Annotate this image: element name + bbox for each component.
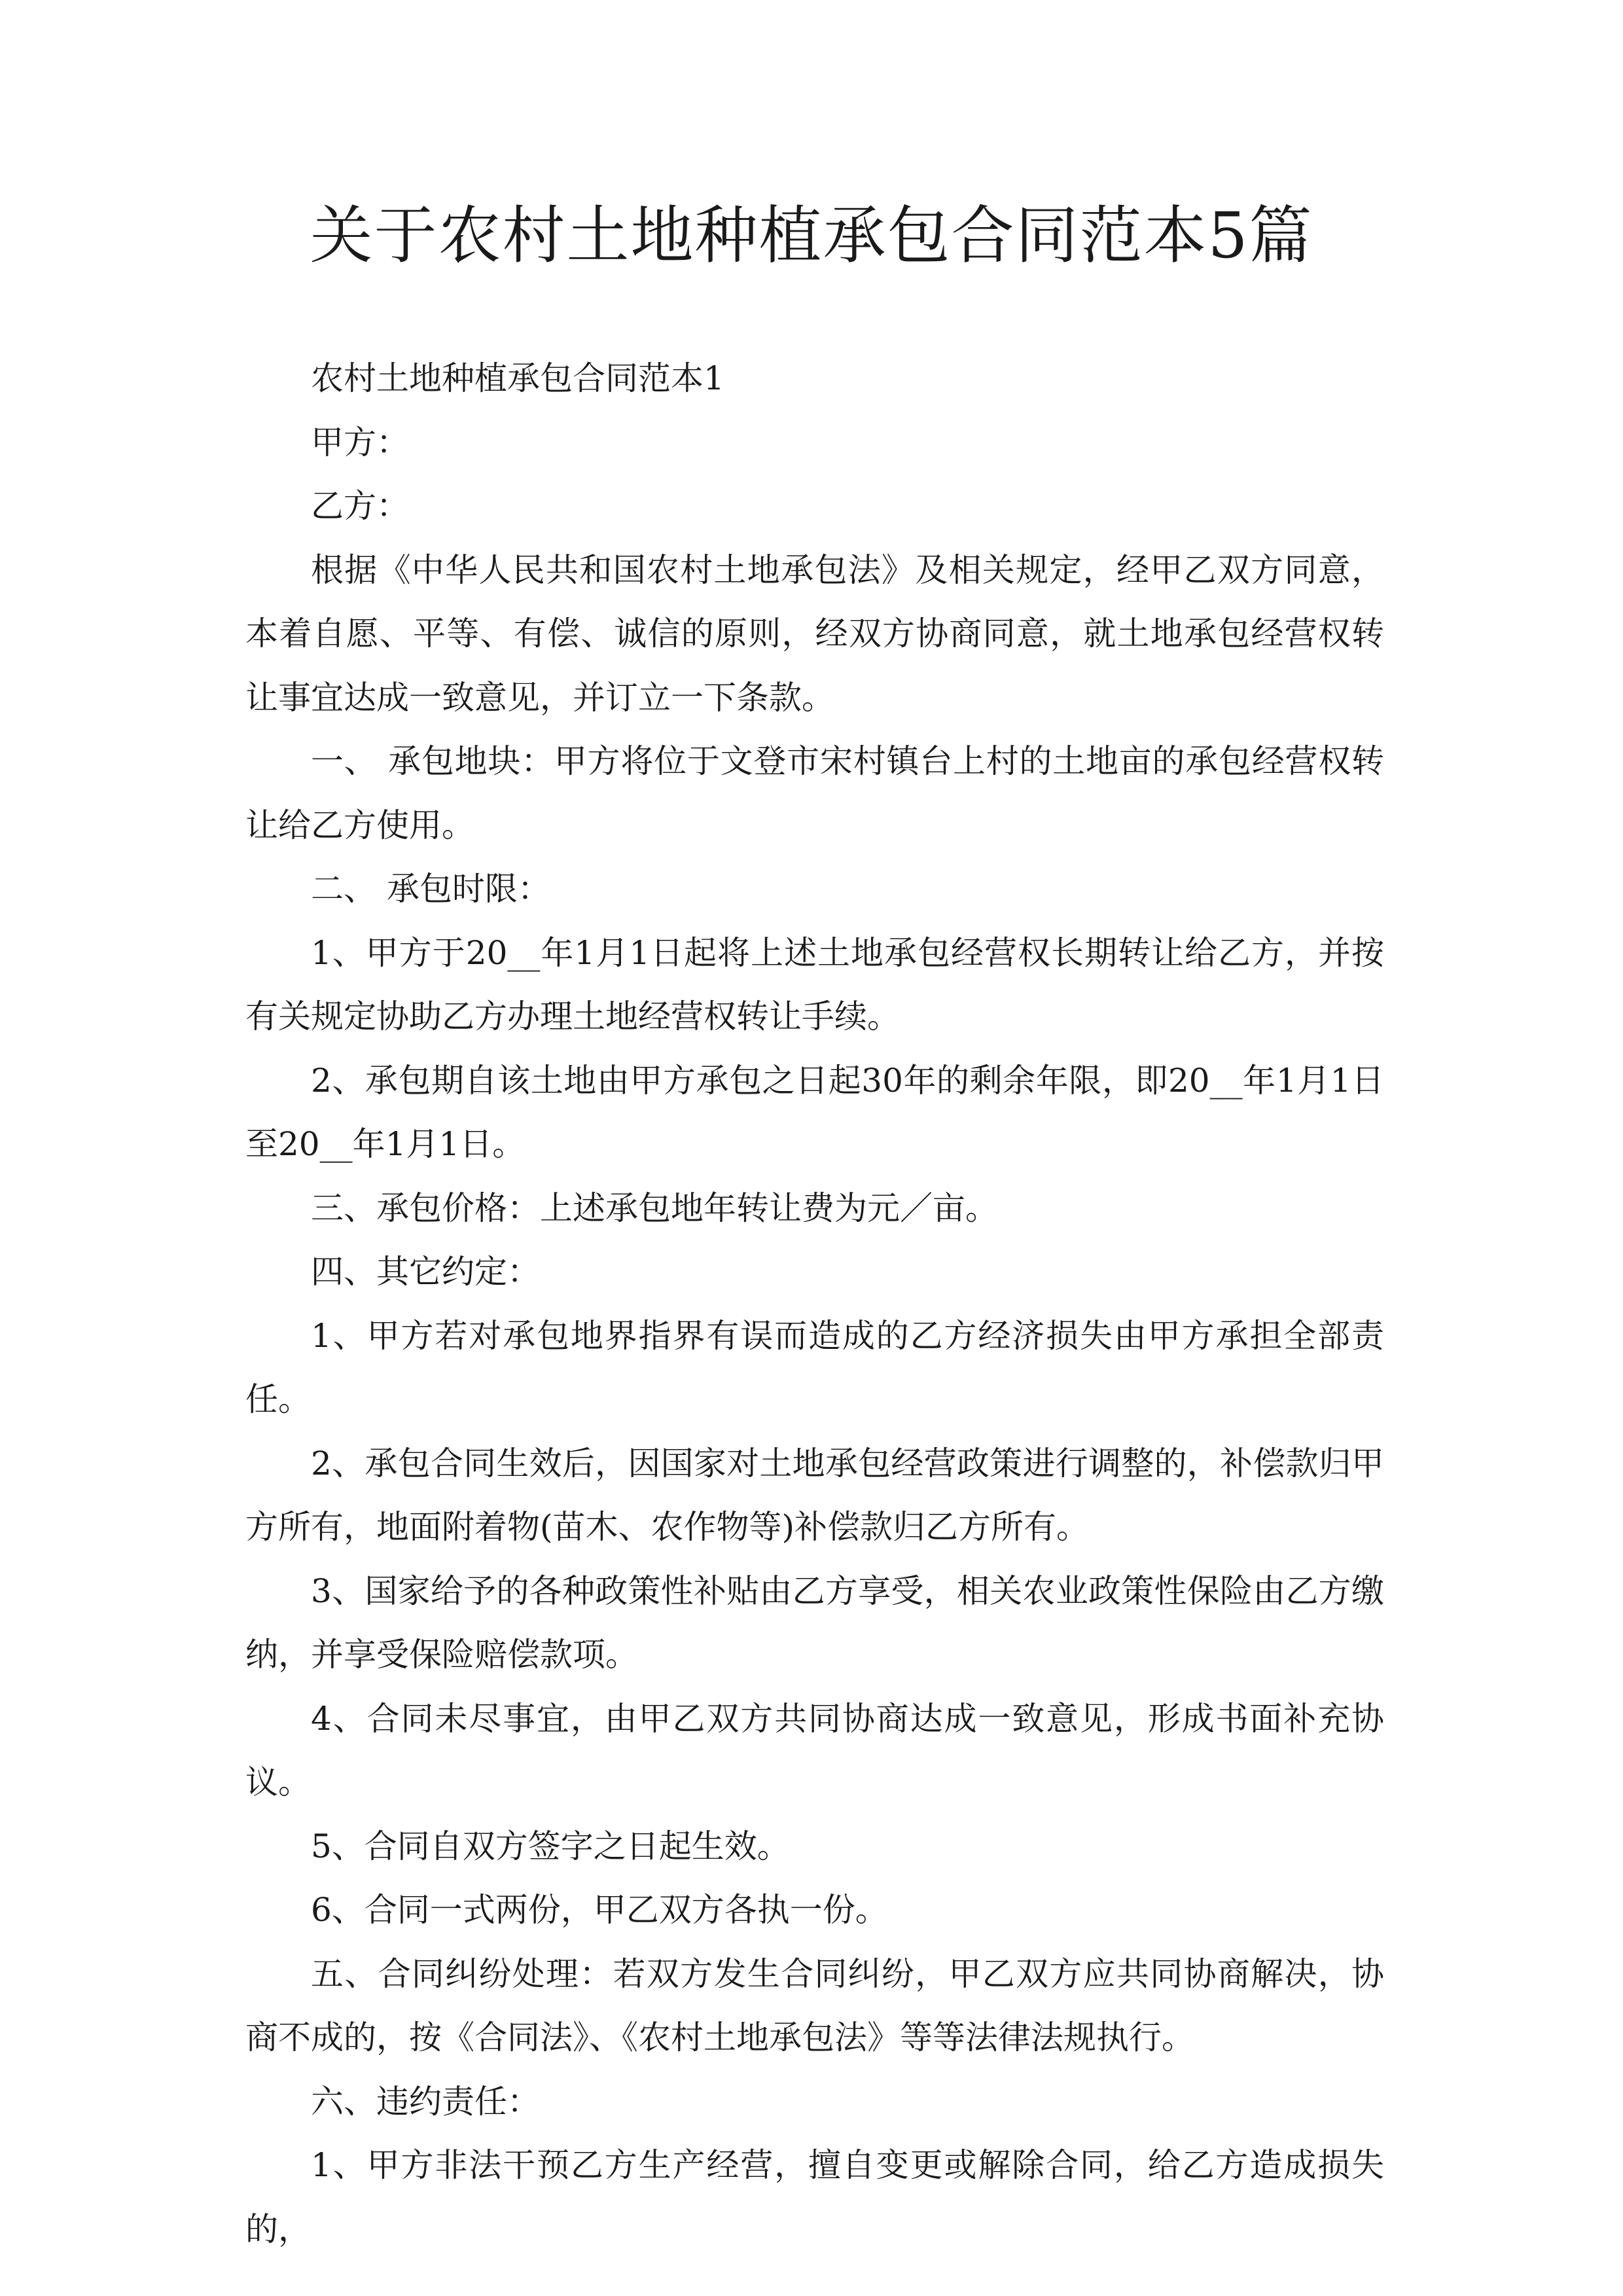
paragraph: 5、合同自双方签字之日起生效。 — [311, 1827, 790, 1865]
paragraph: 根据《中华人民共和国农村土地承包法》及相关规定，经甲乙双方同意，本着自愿、平等、有偿、诚信的原则，经双方协商同意，就土地承包经营权转让事宜达成一致意见，并订立一下条款。 — [245, 550, 1384, 717]
paragraph: 1、甲方若对承包地界指界有误而造成的乙方经济损失由甲方承担全部责任。 — [245, 1316, 1384, 1418]
paragraph: 4、合同未尽事宜，由甲乙双方共同协商达成一致意见，形成书面补充协议。 — [245, 1699, 1384, 1801]
paragraph: 二、 承包时限： — [311, 870, 550, 908]
paragraph: 2、承包期自该土地由甲方承包之日起30年的剩余年限，即20__年1月1日至20__年1月1日。 — [245, 1061, 1384, 1163]
paragraph: 农村土地种植承包合同范本1 — [311, 359, 724, 397]
paragraph: 2、承包合同生效后，因国家对土地承包经营政策进行调整的，补偿款归甲方所有，地面附着物(苗木、农作物等)补偿款归乙方所有。 — [245, 1444, 1384, 1546]
paragraph: 甲方： — [311, 423, 409, 461]
paragraph: 一、 承包地块：甲方将位于文登市宋村镇台上村的土地亩的承包经营权转让给乙方使用。 — [245, 742, 1384, 844]
paragraph: 三、承包价格：上述承包地年转让费为元／亩。 — [311, 1189, 998, 1227]
paragraph: 六、违约责任： — [311, 2082, 540, 2121]
document-body — [245, 347, 1384, 2261]
paragraph: 1、甲方于20__年1月1日起将上述土地承包经营权长期转让给乙方，并按有关规定协助乙方办理土地经营权转让手续。 — [245, 933, 1384, 1035]
paragraph: 四、其它约定： — [311, 1253, 540, 1291]
paragraph: 3、国家给予的各种政策性补贴由乙方享受，相关农业政策性保险由乙方缴纳，并享受保险赔偿款项。 — [245, 1571, 1384, 1674]
paragraph: 1、甲方非法干预乙方生产经营，擅自变更或解除合同，给乙方造成损失的， — [245, 2146, 1384, 2248]
paragraph: 6、合同一式两份，甲乙双方各执一份。 — [311, 1891, 888, 1929]
document-title: 关于农村土地种植承包合同范本5篇 — [310, 199, 1313, 272]
paragraph: 乙方： — [311, 487, 409, 525]
paragraph: 五、合同纠纷处理：若双方发生合同纠纷，甲乙双方应共同协商解决，协商不成的，按《合同法》、《农村土地承包法》等等法律法规执行。 — [245, 1954, 1384, 2056]
